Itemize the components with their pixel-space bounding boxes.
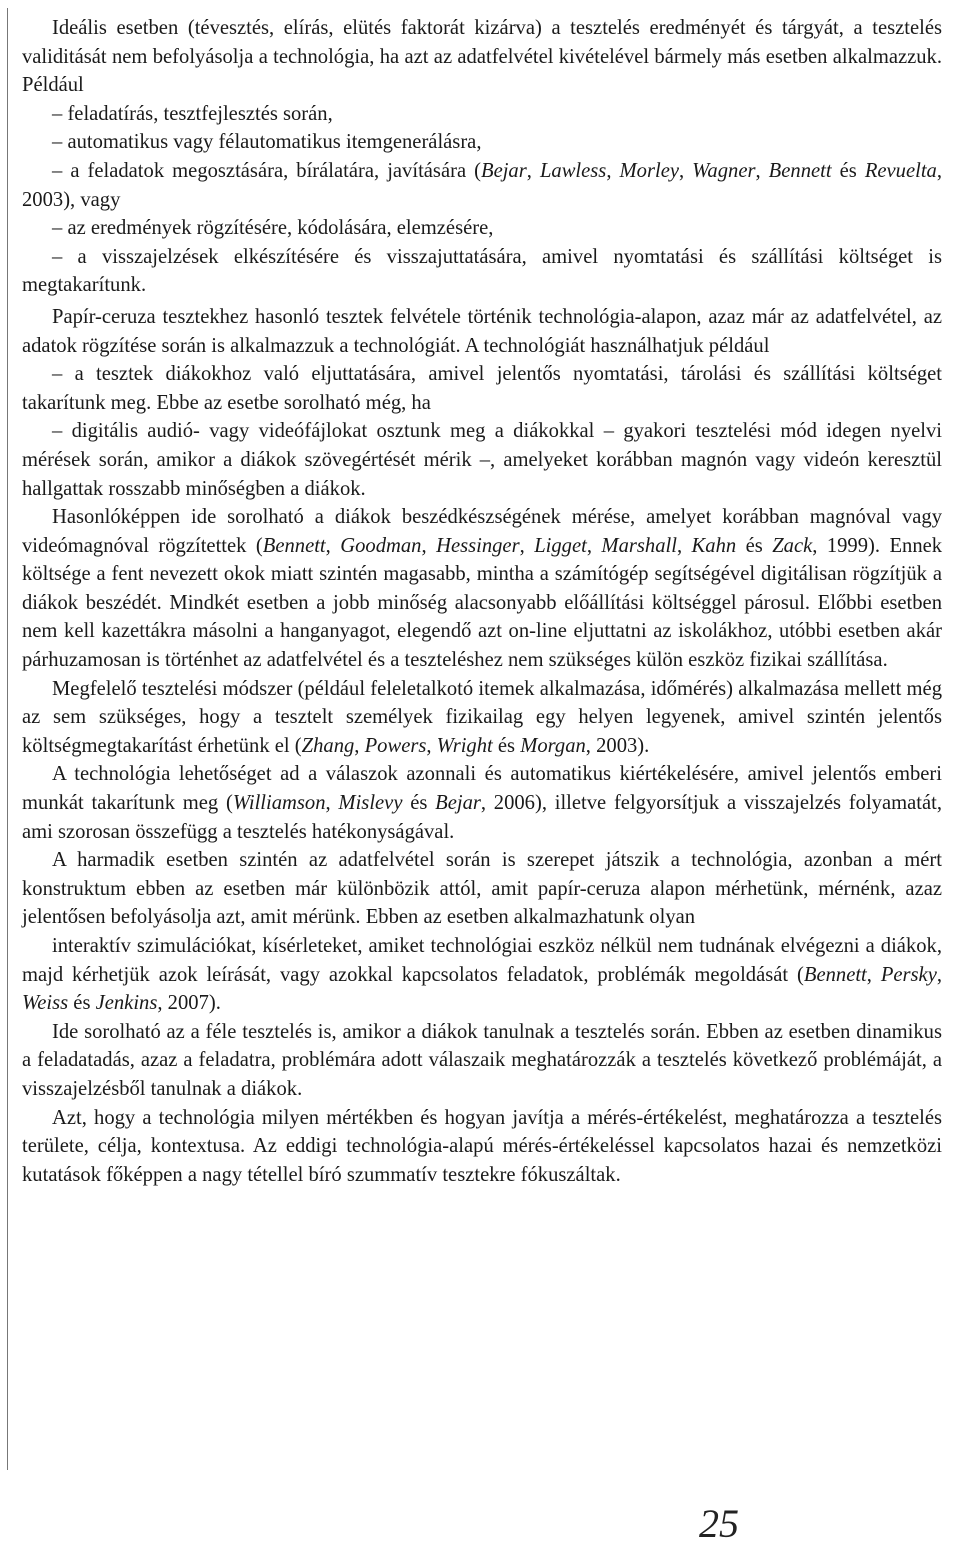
text-run: és: [492, 734, 521, 757]
text-run: , 2007).: [157, 992, 221, 1015]
citation-author: Zack: [772, 534, 813, 557]
citation-author: Lawless: [539, 159, 607, 182]
text-run: A harmadik esetben szintén az adatfelvétel során is szerepet játszik a technológia, azonban a mért konstruktum ebben az esetben már különbözik attól, amit papír-ceruza alapon mérhetünk, mérnénk, azaz jelentősen befolyásolja azt, amit mérünk. Ebben az esetben alkalmazhatunk olyan: [22, 849, 942, 929]
text-run: – a visszajelzések elkészítésére és visszajuttatására, amivel nyomtatási és szállítási költséget is megtakarítunk.: [22, 245, 942, 297]
text-run: és: [68, 992, 96, 1015]
text-run: ,: [936, 963, 942, 986]
citation-author: Morley: [619, 159, 679, 182]
text-run: ,: [354, 734, 365, 757]
text-run: ,: [606, 159, 620, 182]
text-run: , 2003).: [585, 734, 650, 757]
text-run: és: [402, 792, 436, 815]
paragraph-b5: [22, 214, 942, 243]
paragraph-b7: [22, 303, 942, 360]
citation-author: Jenkins: [95, 992, 158, 1015]
text-run: Papír-ceruza tesztekhez hasonló tesztek felvétele történik technológia-alapon, azaz már az adatfelvétel, az adatok rögzítése során is alkalmazzuk a technológiát. A technológiát használhatjuk például: [22, 305, 942, 357]
paragraph-b15: [22, 1018, 942, 1104]
paragraph-b1: [22, 14, 942, 100]
text-run: és: [831, 159, 865, 182]
citation-author: Marshall: [601, 534, 677, 557]
paragraph-b4: [22, 157, 942, 214]
citation-author: Ligget: [534, 534, 587, 557]
text-run: ,: [325, 534, 341, 557]
citation-author: Powers: [364, 734, 427, 757]
text-run: Megfelelő tesztelési módszer (például feleletalkotó itemek alkalmazása, időmérés) alkalmazása mellett még az sem szükséges, hogy a tesztelt személyek fizikailag egy helyen legyenek, amivel szintén jelentős költségmegtakarítást érhetünk el (: [22, 677, 942, 757]
text-run: , 1999). Ennek költsége a fent nevezett okok miatt szintén magasabb, mintha a számítógép segítségével digitálisan rögzítjük a diákok beszédét. Mindkét esetben a jobb minőség alacsonyabb előállítási költséggel párosul. Előbbi esetben nem kell kazettákra másolni a hanganyagot, elegendő azt on-line eljuttatni az iskolákhoz, utóbbi esetben akár párhuzamosan is történhet az adatfelvétel és a teszteléshez nem szükséges külön eszköz fizikai szállítása.: [22, 534, 943, 672]
citation-author: Bejar: [480, 159, 527, 182]
citation-author: Bennett: [262, 534, 326, 557]
text-run: ,: [526, 159, 540, 182]
text-run: ,: [325, 792, 339, 815]
paragraph-b2: [22, 100, 942, 129]
text-run: Ideális esetben (tévesztés, elírás, elütés faktorát kizárva) a tesztelés eredményét és tárgyát, a tesztelés validitását nem befolyásolja a technológia, ha azt az adatfelvétel kivételével bármely más esetben alkalmazzuk. Például: [22, 17, 942, 97]
text-run: Ide sorolható az a féle tesztelés is, amikor a diákok tanulnak a tesztelés során. Ebben az esetben dinamikus a feladatadás, azaz a feladatra, problémára adott válaszaik meghatározzák a tesztelés következő problémáját, a visszajelzésből tanulnak a diákok.: [22, 1020, 942, 1100]
citation-author: Wagner: [692, 159, 756, 182]
text-run: – feladatírás, tesztfejlesztés során,: [52, 102, 333, 125]
citation-author: Kahn: [691, 534, 737, 557]
text-run: ,: [676, 534, 692, 557]
citation-author: Zhang: [301, 734, 355, 757]
citation-author: Goodman: [340, 534, 422, 557]
margin-rule: [7, 8, 8, 1470]
text-run: ,: [426, 734, 437, 757]
paragraph-b6: [22, 243, 942, 300]
text-run: és: [736, 534, 773, 557]
text-run: A technológia lehetőséget ad a válaszok azonnali és automatikus kiértékelésére, amivel jelentős emberi munkát takarítunk meg (: [22, 763, 942, 815]
text-run: – az eredmények rögzítésére, kódolására, elemzésére,: [52, 217, 494, 240]
paragraph-b13: [22, 846, 942, 932]
paragraph-b11: [22, 675, 942, 761]
text-run: ,: [519, 534, 535, 557]
text-run: ,: [866, 963, 881, 986]
citation-author: Persky: [880, 963, 937, 986]
text-run: – digitális audió- vagy videófájlokat osztunk meg a diákokkal – gyakori tesztelési mód idegen nyelvi mérések során, amikor a diákok szövegértését mérik –, amelyeket korábban magnón vagy videón keresztül hallgattak rosszabb minőségben a diákok.: [22, 420, 942, 500]
citation-author: Morgan: [520, 734, 586, 757]
text-run: , 2006), illetve felgyorsítjuk a visszajelzés folyamatát, ami szorosan összefügg a tesztelés hatékonyságával.: [22, 792, 942, 843]
text-run: Azt, hogy a technológia milyen mértékben és hogyan javítja a mérés-értékelést, meghatározza a tesztelés területe, célja, kontextusa. Az eddigi technológia-alapú mérés-értékeléssel kapcsolatos hazai és nemzetközi kutatások főképpen a nagy tétellel bíró szummatív tesztekre fókuszáltak.: [22, 1106, 942, 1186]
citation-author: Mislevy: [338, 792, 403, 815]
paragraph-b3: [22, 128, 942, 157]
text-run: – automatikus vagy félautomatikus itemgenerálásra,: [52, 131, 482, 154]
citation-author: Wright: [436, 734, 493, 757]
citation-author: Bejar: [435, 792, 481, 815]
text-run: Hasonlóképpen ide sorolható a diákok beszédkészségének mérése, amelyet korábban magnóval vagy videómagnóval rögzítettek (: [22, 506, 942, 557]
text-run: interaktív szimulációkat, kísérleteket, amiket technológiai eszköz nélkül nem tudnának elvégezni a diákok, majd kérhetjük azok leírását, vagy azokkal kapcsolatos feladatok, problémák megoldását (: [22, 935, 942, 986]
citation-author: Hessinger: [436, 534, 520, 557]
citation-author: Bennett: [803, 963, 867, 986]
body-text: [22, 14, 942, 1189]
citation-author: Weiss: [22, 992, 69, 1015]
text-run: , 2003), vagy: [22, 159, 943, 211]
paragraph-b14: [22, 932, 942, 1018]
paragraph-b12: [22, 760, 942, 846]
paragraph-b16: [22, 1104, 942, 1190]
text-run: ,: [421, 534, 437, 557]
text-run: ,: [755, 159, 769, 182]
paragraph-b8: [22, 360, 942, 417]
text-run: ,: [586, 534, 602, 557]
paragraph-b9: [22, 417, 942, 503]
paragraph-b10: [22, 503, 942, 675]
citation-author: Williamson: [232, 792, 326, 815]
citation-author: Revuelta: [864, 159, 937, 182]
text-run: – a feladatok megosztására, bírálatára, javítására (: [52, 159, 481, 182]
citation-author: Bennett: [768, 159, 832, 182]
text-run: ,: [678, 159, 693, 182]
text-run: – a tesztek diákokhoz való eljuttatására, amivel jelentős nyomtatási, tárolási és szállítási költséget takarítunk meg. Ebbe az esetbe sorolható még, ha: [22, 363, 942, 414]
page-number: 25: [699, 1501, 739, 1546]
